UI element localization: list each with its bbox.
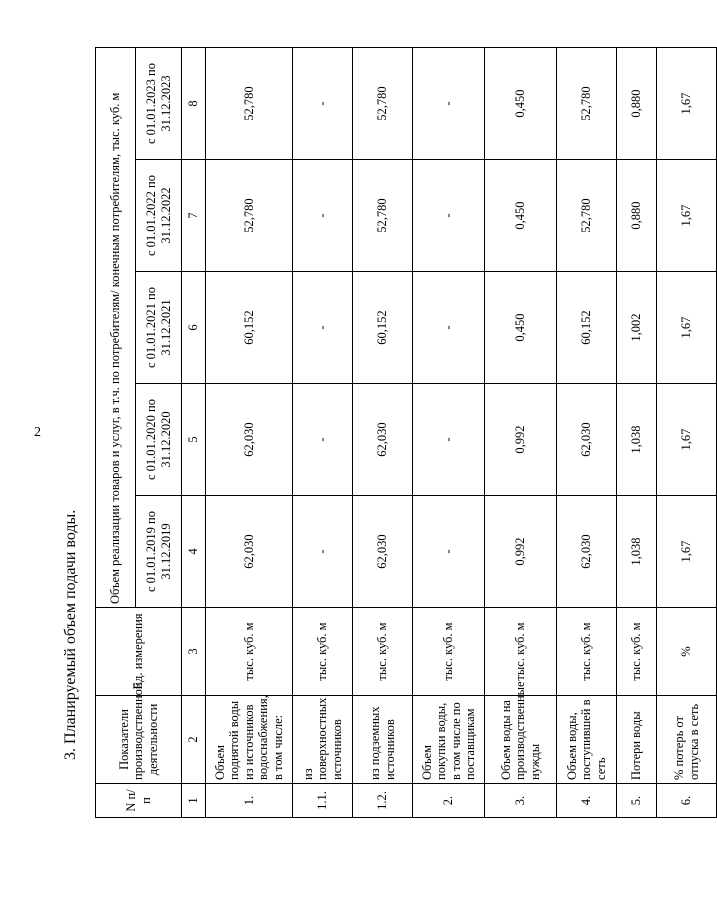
row-value: 62,030 — [353, 384, 413, 496]
period-header: с 01.01.2019 по 31.12.2019 — [136, 496, 182, 608]
row-value: 1,67 — [657, 496, 717, 608]
table-row — [206, 47, 293, 817]
period-header: с 01.01.2022 по 31.12.2022 — [136, 160, 182, 272]
period-header: с 01.01.2021 по 31.12.2021 — [136, 272, 182, 384]
table-row — [353, 47, 413, 817]
row-value: 52,780 — [557, 47, 617, 159]
column-number-row — [182, 47, 206, 817]
row-value: 52,780 — [206, 160, 293, 272]
table-row — [485, 47, 557, 817]
row-value: 62,030 — [206, 496, 293, 608]
column-number: 2 — [182, 696, 206, 784]
column-number: 3 — [182, 608, 206, 696]
row-value: - — [413, 496, 485, 608]
row-number: 4. — [557, 784, 617, 818]
header-volume: Объем реализации товаров и услуг, в т.ч. по потребителям/ конечным потребителям, тыс. куб. м — [96, 47, 136, 607]
row-value: 0,450 — [485, 272, 557, 384]
row-indicator: Объем воды, поступившей в сеть — [557, 696, 617, 784]
row-unit: тыс. куб. м — [353, 608, 413, 696]
row-value: 60,152 — [206, 272, 293, 384]
row-value: 52,780 — [557, 160, 617, 272]
row-value: 1,67 — [657, 272, 717, 384]
column-number: 7 — [182, 160, 206, 272]
row-value: - — [293, 160, 353, 272]
table-row — [657, 47, 717, 817]
row-value: 52,780 — [353, 160, 413, 272]
section-title: 3. Планируемый объем подачи воды. — [62, 509, 79, 760]
row-indicator: из подземных источников — [353, 696, 413, 784]
row-value: 62,030 — [206, 384, 293, 496]
water-supply-table — [95, 47, 717, 818]
row-value: 62,030 — [557, 496, 617, 608]
period-header: с 01.01.2020 по 31.12.2020 — [136, 384, 182, 496]
row-value: 52,780 — [206, 47, 293, 159]
page-number: 2 — [34, 425, 41, 440]
row-value: - — [293, 272, 353, 384]
row-number: 3. — [485, 784, 557, 818]
header-indicator: Показатели производственной деятельности — [96, 696, 182, 784]
row-unit: тыс. куб. м — [413, 608, 485, 696]
row-value: 60,152 — [557, 272, 617, 384]
column-number: 8 — [182, 47, 206, 159]
row-value: 62,030 — [557, 384, 617, 496]
row-value: 0,450 — [485, 47, 557, 159]
row-value: - — [293, 47, 353, 159]
row-indicator: Объем покупки воды, в том числе по поставщикам — [413, 696, 485, 784]
row-value: 0,880 — [617, 47, 657, 159]
row-value: 62,030 — [353, 496, 413, 608]
row-unit: тыс. куб. м — [206, 608, 293, 696]
row-number: 1.1. — [293, 784, 353, 818]
row-number: 1.2. — [353, 784, 413, 818]
row-value: - — [293, 496, 353, 608]
column-number: 6 — [182, 272, 206, 384]
row-unit: тыс. куб. м — [293, 608, 353, 696]
row-number: 6. — [657, 784, 717, 818]
header-row — [96, 47, 136, 817]
row-value: - — [413, 272, 485, 384]
row-value: - — [413, 384, 485, 496]
row-value: 1,002 — [617, 272, 657, 384]
row-value: 1,038 — [617, 496, 657, 608]
row-number: 5. — [617, 784, 657, 818]
table-row — [617, 47, 657, 817]
column-number: 5 — [182, 384, 206, 496]
row-value: 1,67 — [657, 384, 717, 496]
row-value: 0,880 — [617, 160, 657, 272]
row-unit: тыс. куб. м — [557, 608, 617, 696]
row-indicator: из поверхностных источников — [293, 696, 353, 784]
table-row — [557, 47, 617, 817]
row-value: - — [293, 384, 353, 496]
row-number: 1. — [206, 784, 293, 818]
row-indicator: Объем поднятой воды из источников водоснабжения, в том числе: — [206, 696, 293, 784]
row-indicator: Объем воды на производственные нужды — [485, 696, 557, 784]
header-unit: Ед. измерения — [96, 608, 182, 696]
row-value: 1,67 — [657, 47, 717, 159]
header-num: N п/п — [96, 784, 182, 818]
row-value: 0,992 — [485, 384, 557, 496]
column-number: 1 — [182, 784, 206, 818]
column-number: 4 — [182, 496, 206, 608]
row-indicator: Потери воды — [617, 696, 657, 784]
table-row — [293, 47, 353, 817]
period-header: с 01.01.2023 по 31.12.2023 — [136, 47, 182, 159]
row-unit: % — [657, 608, 717, 696]
row-value: - — [413, 160, 485, 272]
table-row — [413, 47, 485, 817]
row-value: 0,450 — [485, 160, 557, 272]
row-value: 0,992 — [485, 496, 557, 608]
row-indicator: % потерь от отпуска в сеть — [657, 696, 717, 784]
row-unit: тыс. куб. м — [485, 608, 557, 696]
row-value: 60,152 — [353, 272, 413, 384]
row-value: 1,67 — [657, 160, 717, 272]
row-number: 2. — [413, 784, 485, 818]
row-unit: тыс. куб. м — [617, 608, 657, 696]
row-value: 52,780 — [353, 47, 413, 159]
row-value: 1,038 — [617, 384, 657, 496]
row-value: - — [413, 47, 485, 159]
